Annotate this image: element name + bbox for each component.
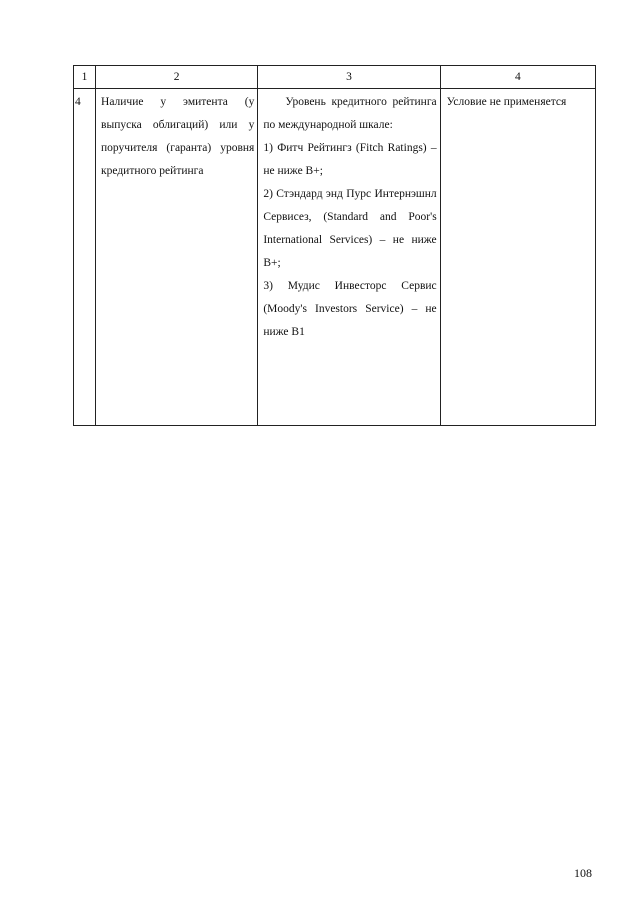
header-cell-1: 1 — [74, 66, 96, 89]
header-cell-2: 2 — [96, 66, 258, 89]
table-header-row — [74, 66, 596, 89]
requirement-intro: Уровень кредитного рейтинга по международной шкале: — [263, 96, 437, 131]
page-number: 108 — [574, 866, 592, 880]
requirement-item-1: 1) Фитч Рейтингз (Fitch Ratings) – не ниже B+; — [263, 142, 437, 177]
header-cell-3: 3 — [258, 66, 440, 89]
note-cell: Условие не применяется — [440, 89, 595, 426]
row-number-cell: 4 — [74, 89, 96, 426]
requirement-item-3: 3) Мудис Инвесторс Сервис (Moody's Investors Service) – не ниже B1 — [263, 280, 437, 338]
requirements-table — [73, 65, 596, 426]
requirement-item-2: 2) Стэндард энд Пурс Интернэшнл Сервисез, (Standard and Poor's International Services) – не ниже B+; — [263, 188, 437, 269]
requirement-cell — [258, 89, 440, 426]
condition-cell — [96, 89, 258, 426]
table-row — [74, 89, 596, 426]
header-cell-4: 4 — [440, 66, 595, 89]
condition-text: Наличие у эмитента (у выпуска облигаций) или у поручителя (гаранта) уровня кредитного рейтинга — [101, 96, 255, 177]
